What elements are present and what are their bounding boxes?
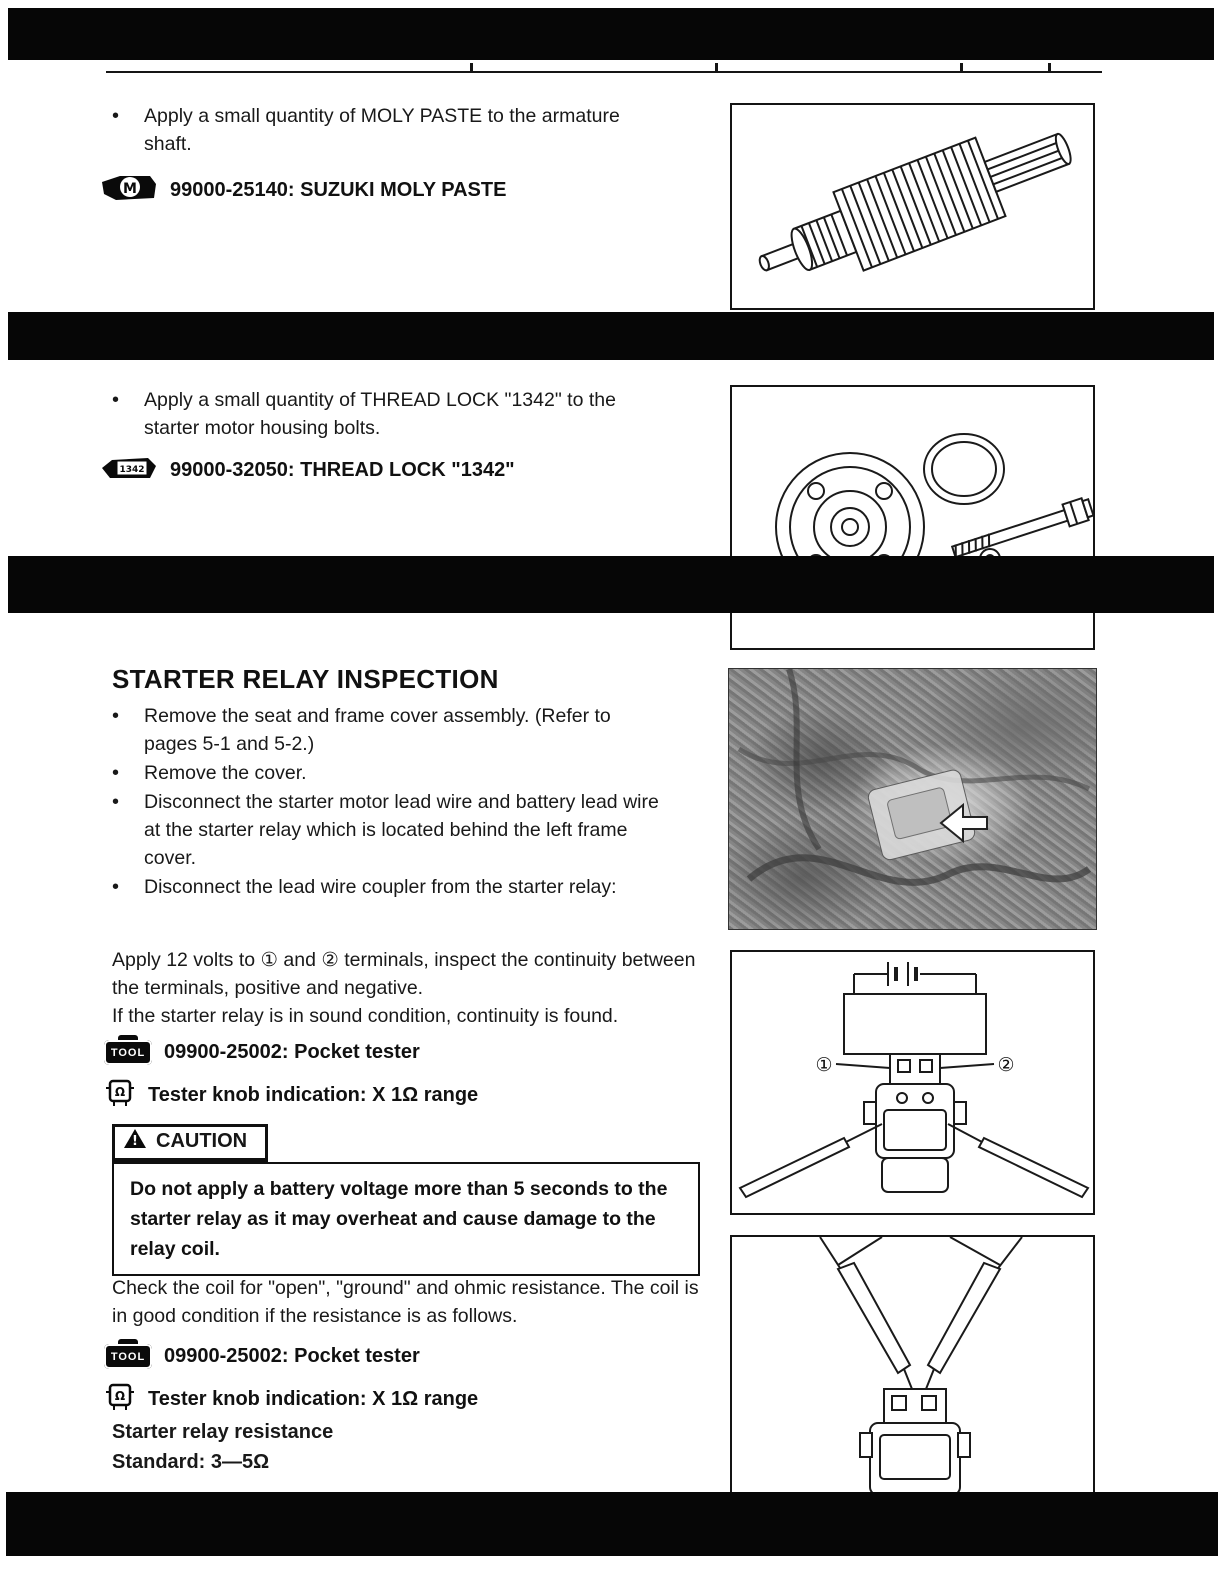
material-code: 99000-32050: THREAD LOCK "1342" (170, 459, 515, 481)
header-tick (470, 63, 473, 71)
bullet-text: Remove the cover. (144, 762, 307, 784)
bullet-text: Disconnect the lead wire coupler from the starter relay: (144, 876, 617, 898)
caution-title: CAUTION (156, 1130, 248, 1152)
bullet-item (112, 788, 698, 872)
tool-icon: TOOL (104, 1344, 152, 1369)
moly-paste-icon (100, 172, 158, 209)
bullet-item (112, 873, 698, 901)
bullet-dot: • (112, 876, 120, 898)
caution-box: Do not apply a battery voltage more than 5 seconds to the starter relay as it may overheat and cause damage to the relay coil. (112, 1162, 700, 1276)
svg-text:M: M (123, 181, 137, 197)
material-code-row (100, 452, 515, 489)
bullet-dot: • (112, 791, 120, 813)
svg-text:1342: 1342 (119, 465, 145, 475)
tester-knob-icon (104, 1382, 136, 1417)
bullet-item (112, 386, 672, 442)
tester-row (104, 1382, 478, 1417)
tool-icon: TOOL (104, 1040, 152, 1065)
bullet-text: Disconnect the starter motor lead wire and battery lead wire at the starter relay which is located behind the left frame cover. (144, 791, 659, 869)
paragraph-line: Apply 12 volts to ① and ② terminals, inspect the continuity between the terminals, positive and negative. (112, 949, 696, 999)
resistance-standard: Standard: 3—5Ω (112, 1451, 270, 1473)
header-rule (106, 71, 1102, 73)
figure-relay-probes-diagram (730, 1235, 1095, 1505)
figure-relay-continuity-diagram (730, 950, 1095, 1215)
redaction-bar-mid1 (8, 312, 1214, 360)
material-code-row (100, 172, 506, 209)
bullet-text: Remove the seat and frame cover assembly. (Refer to pages 5-1 and 5-2.) (144, 705, 611, 755)
caution-label (112, 1124, 268, 1163)
terminal-1-label: ① (815, 1054, 833, 1076)
svg-text:Ω: Ω (114, 1389, 126, 1403)
resistance-heading: Starter relay resistance (112, 1421, 334, 1443)
bullet-list (112, 702, 698, 902)
header-tick (960, 63, 963, 71)
tool-row (104, 1040, 420, 1065)
redaction-bar-top (8, 8, 1214, 60)
figure-relay-location-photo (728, 668, 1097, 930)
warning-triangle-icon (123, 1128, 147, 1155)
header-tick (1048, 63, 1051, 71)
svg-text:Ω: Ω (114, 1085, 126, 1099)
bullet-item (112, 102, 652, 158)
bullet-item (112, 759, 698, 787)
bullet-dot: • (112, 389, 120, 411)
tester-indication: Tester knob indication: X 1Ω range (148, 1388, 479, 1410)
thread-lock-icon (100, 452, 158, 489)
paragraph: Check the coil for "open", "ground" and ohmic resistance. The coil is in good condition if the resistance is as follows. (112, 1277, 699, 1327)
paragraph-line: If the starter relay is in sound condition, continuity is found. (112, 1005, 619, 1027)
figure-armature (730, 103, 1095, 310)
bullet-text: Apply a small quantity of MOLY PASTE to the armature shaft. (144, 105, 620, 155)
redaction-bar-mid2 (8, 556, 1214, 613)
material-code: 99000-25140: SUZUKI MOLY PASTE (170, 179, 507, 201)
bullet-dot: • (112, 705, 120, 727)
svg-text:!: ! (132, 1134, 138, 1149)
paragraph (112, 946, 712, 1030)
terminal-2-label: ② (997, 1054, 1015, 1076)
tool-code: 09900-25002: Pocket tester (164, 1345, 420, 1367)
tester-indication: Tester knob indication: X 1Ω range (148, 1084, 479, 1106)
bullet-dot: • (112, 762, 120, 784)
tester-row (104, 1078, 478, 1113)
tool-row (104, 1344, 420, 1369)
bullet-dot: • (112, 105, 120, 127)
section-heading: STARTER RELAY INSPECTION (112, 664, 499, 694)
tool-code: 09900-25002: Pocket tester (164, 1041, 420, 1063)
bullet-text: Apply a small quantity of THREAD LOCK "1342" to the starter motor housing bolts. (144, 389, 616, 439)
bullet-item (112, 702, 698, 758)
tester-knob-icon (104, 1078, 136, 1113)
redaction-bar-bottom (6, 1492, 1218, 1556)
header-tick (715, 63, 718, 71)
